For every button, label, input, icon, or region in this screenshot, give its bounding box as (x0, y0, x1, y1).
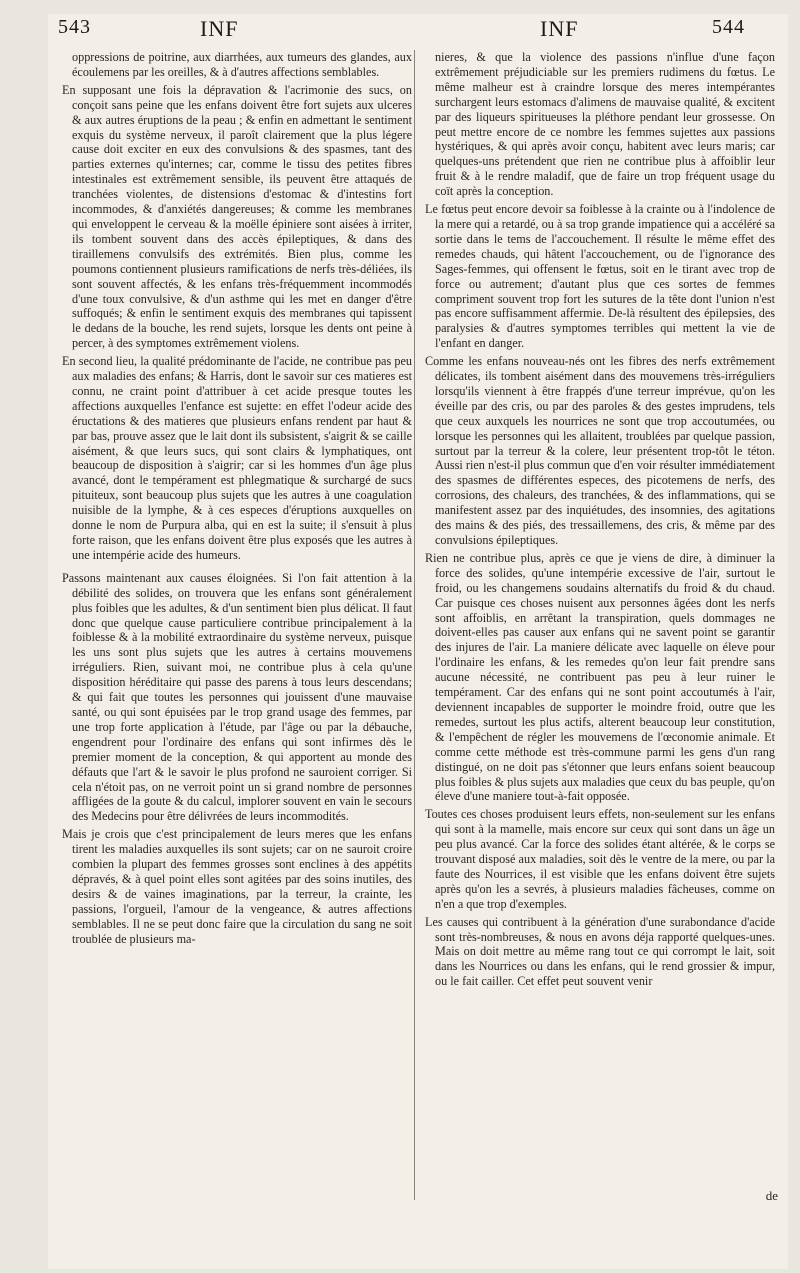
paragraph: En supposant une fois la dépravation & l'acrimonie des sucs, on conçoit sans peine que les enfans doivent être fort sujets aux ulceres & aux autres éruptions de la peau ; & enfin en admettant le sentiment exquis du système nerveux, il paroît clairement que la plus légere cause doit exciter en eux des convulsions & des spasmes, tant des parties externes qu'internes; car, comme le tissu des petites fibres intestinales est extrêmement sensible, ils peuvent être attaqués de tranchées violentes, de distensions d'estomac & d'intestins fort incommodes, & d'anxiétés dangereuses; & comme les membranes qui enveloppent le cerveau & la moëlle épiniere sont aisées à irriter, ils tombent souvent dans des accès épileptiques, & dans des tiraillemens convulsifs des extrémités. Bien plus, comme les poumons contiennent plusieurs ramifications de nerfs très-déliées, ils sont souvent affectés, & les enfans très-fréquemment incommodés d'une toux convulsive, & d'un asthme qui les met en danger d'être suffoqués; & enfin le sentiment exquis des membranes qui tapissent le dedans de la bouche, les rend sujets, lorsque les dents ont peine à percer, à des symptomes extrêmement violens. (62, 82, 412, 351)
right-column (425, 50, 775, 992)
paragraph: Comme les enfans nouveau-nés ont les fibres des nerfs extrêmement délicates, ils tombent aisément dans des mouvemens très-irréguliers lorsqu'ils viennent à être frappés d'une terreur imprévue, qu'on les éveille par des cris, ou par des paroles & des gestes imprudens, tels que ceux auxquels les nourrices ne sont que trop accoutumées, ou lorsque les personnes qui les allaitent, troublées par quelque passion, surtout par la terreur & la colere, leur présentent trop-tôt le téton. Aussi rien n'est-il plus commun que d'en voir résulter immédiatement des spasmes de différentes especes, des picotemens de nerfs, des corrosions, des chaleurs, des tranchées, & des inflammations, qui se manifestent assez par des inquiétudes, des insomnies, des agitations des mains & des piés, des tressaillemens, des cris, & même par des convulsions épileptiques. (425, 354, 775, 547)
left-running-head: INF (200, 16, 239, 41)
paragraph: oppressions de poitrine, aux diarrhées, aux tumeurs des glandes, aux écoulemens par les oreilles, & à d'autres affections semblables. (72, 50, 412, 79)
paragraph: Mais je crois que c'est principalement de leurs meres que les enfans tirent les maladies auxquelles ils sont sujets; car on ne sauroit croire combien la plupart des femmes grosses sont enclines à des appétits dépravés, & à quel point elles sont agitées par des soins inutiles, des desirs & de vaines imaginations, par la terreur, la crainte, les passions, l'orgueil, l'amour de la vengeance, & autres affections semblables. Il ne se peut donc faire que la circulation du sang ne soit troublée de plusieurs ma- (62, 827, 412, 946)
right-page-number: 544 (712, 16, 745, 38)
right-running-head: INF (540, 16, 579, 41)
catchword: de (765, 1188, 778, 1203)
paragraph: Rien ne contribue plus, après ce que je viens de dire, à diminuer la force des solides, qu'une intempérie excessive de l'air, surtout le froid, ou les changemens soudains alternatifs du froid & du chaud. Car puisque ces choses nuisent aux personnes âgées dont les nerfs sont affoiblis, en arrêtant la transpiration, quels dommages ne doivent-elles pas causer aux enfans qui ne savent point se garantir des injures de l'air. La maniere délicate avec laquelle on éleve pour l'ordinaire les enfans, & les remedes qu'on leur fait prendre sans aucune nécessité, ne contribuent pas peu à leur ruiner le tempérament. Car des enfans qui ne sont point accoutumés à l'air, deviennent incapables de supporter le moindre froid, outre que les remedes, surtout les plus actifs, alterent beaucoup leur constitution, & l'empêchent de régler les mouvemens de l'œconomie animale. Et comme cette méthode est très-commune parmi les gens d'un rang distingué, on ne doit pas s'étonner que leurs enfans soient beaucoup plus foibles & plus sujets aux maladies que ceux du bas peuple, qu'on éleve d'une maniere tout-à-fait opposée. (425, 550, 775, 804)
paragraph: En second lieu, la qualité prédominante de l'acide, ne contribue pas peu aux maladies des enfans; & Harris, dont le savoir sur ces matieres est connu, ne craint point d'attribuer à cet acide presque toutes les affections auxquelles l'enfance est sujette: en effet l'odeur acide des éructations & des matieres que plusieurs enfans rendent par haut & par bas, prouve assez que le lait dont ils subsistent, s'aigrit & se caille aisément, & que leurs sucs, qui sont clairs & lymphatiques, ont beaucoup de disposition à s'aigrir; car si les hommes d'un âge plus avancé, dont le tempérament est phlegmatique & surchargé de sucs pituiteux, sont beaucoup plus sujets que les autres à une coagulation nuisible de la lymphe, & à ces especes d'éruptions auxquelles on donne le nom de Purpura alba, qui en est la suite; il s'ensuit à plus forte raison, que les enfans doivent être plus exposés que les autres à une intempérie acide des humeurs. (62, 354, 412, 562)
paragraph: nieres, & que la violence des passions n'influe d'une façon extrêmement préjudiciable sur les premiers rudimens du fœtus. Le même malheur est à craindre lorsque des meres intempérantes surchargent leurs estomacs d'alimens de mauvaise qualité, & excitent par des liqueurs spiritueuses la pléthore pendant leur grossesse. On peut mettre encore de ce nombre les femmes sujettes aux passions hystériques, & qui après avoir conçu, habitent avec leurs maris; car quelques-uns prétendent que rien ne contribue plus à affoiblir leur fruit & à le rendre maladif, que de faire un trop fréquent usage du coït après la conception. (435, 50, 775, 199)
left-column (62, 50, 412, 949)
column-divider (414, 50, 415, 1200)
paragraph: Les causes qui contribuent à la génération d'une surabondance d'acide sont très-nombreuses, & nous en avons déja rapporté quelques-unes. Mais on doit mettre au même rang tout ce qui corrompt le lait, soit dans les Nourrices ou dans les enfans, qui le rend grossier & impur, ou le fait cailler. Cet effet peut souvent venir (425, 914, 775, 989)
paragraph: Toutes ces choses produisent leurs effets, non-seulement sur les enfans qui sont à la mamelle, mais encore sur ceux qui sont dans un âge un peu plus avancé. Car la force des solides étant altérée, & le corps se trouvant disposé aux maladies, soit dès le ventre de la mere, ou par la faute des Nourrices, il est visible que les enfans doivent être sujets après qu'on les a sevrés, à plusieurs maladies fâcheuses, comme on n'en a que trop d'exemples. (425, 807, 775, 911)
paragraph: Le fœtus peut encore devoir sa foiblesse à la crainte ou à l'indolence de la mere qui a retardé, ou à sa trop grande impatience qui a accéléré sa sortie dans le tems de l'accouchement. Il résulte le même effet des remedes chauds, qui hâtent l'accouchement, ou de l'ignorance des Sages-femmes, qui offensent le fœtus, soit en le tirant avec trop de force ou autrement; d'autant plus que ces sortes de femmes compriment souvent trop fort les sutures de la tête dont l'union n'est pas encore suffisamment affermie. De-là résultent des épilepsies, des paralysies & d'autres symptomes terribles qui mettent la vie de l'enfant en danger. (425, 202, 775, 351)
paragraph: Passons maintenant aux causes éloignées. Si l'on fait attention à la débilité des solides, on trouvera que les enfans sont généralement plus foibles que les adultes, & d'un sentiment bien plus délicat. Il faut donc que quelque cause particuliere contribue principalement à la foiblesse & à la mobilité extraordinaire du système nerveux, puisque les uns sont plus sujets que les autres à certains mouvemens irréguliers. Rien, suivant moi, ne contribue plus à cela qu'une disposition héréditaire qui passe des parens à tous leurs descendans; & qui fait que toutes les personnes qui jouissent d'une mauvaise santé, ou qui sont épuisées par le trop grand usage des femmes, par une trop forte application à l'étude, par l'âge ou par la débauche, engendrent pour l'ordinaire des enfans qui sont infirmes dès le premier moment de la conception, & qui apportent au monde des défauts que l'art & le savoir le plus profond ne sauroient corriger. Si cela n'étoit pas, on ne verroit point un si grand nombre de personnes affligées de la goute & du calcul, implorer souvent en vain le secours des Medecins pour être délivrées de leurs incommodités. (62, 570, 412, 824)
left-page-number: 543 (58, 16, 91, 38)
